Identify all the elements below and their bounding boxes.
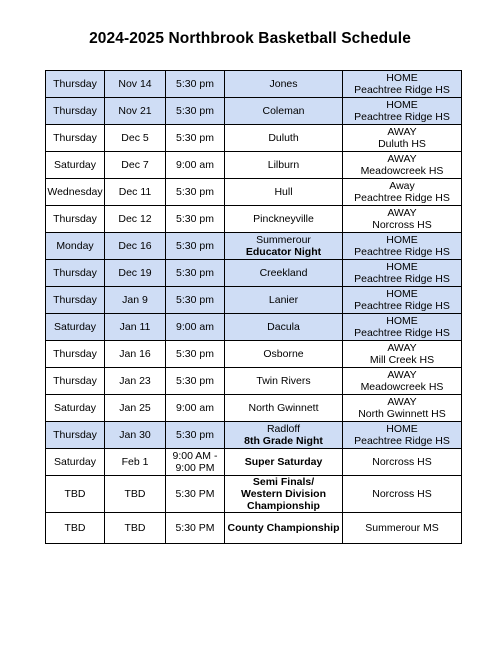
time-cell	[166, 233, 225, 260]
table-row	[46, 125, 462, 152]
site-cell	[343, 152, 462, 179]
table-row	[46, 422, 462, 449]
site-cell	[343, 314, 462, 341]
date-cell: Jan 16	[105, 341, 166, 368]
site-cell	[343, 476, 462, 513]
opponent-cell-line: Coleman	[262, 105, 305, 117]
time-cell-line: 9:00 am	[176, 321, 214, 333]
date-cell: Dec 11	[105, 179, 166, 206]
time-cell-line: 5:30 PM	[175, 488, 215, 500]
site-cell-line: Peachtree Ridge HS	[354, 192, 450, 204]
table-row	[46, 476, 462, 513]
opponent-cell-line: North Gwinnett	[248, 402, 319, 414]
opponent-cell-line: Jones	[269, 78, 298, 90]
date-cell: Dec 16	[105, 233, 166, 260]
time-cell	[166, 513, 225, 544]
opponent-cell-line: Twin Rivers	[256, 375, 311, 387]
opponent-cell-line: Western Division	[241, 488, 326, 500]
time-cell	[166, 206, 225, 233]
site-cell-line: HOME	[386, 261, 418, 273]
site-cell	[343, 125, 462, 152]
opponent-cell	[225, 449, 343, 476]
date-cell: Jan 9	[105, 287, 166, 314]
opponent-cell	[225, 476, 343, 513]
time-cell	[166, 314, 225, 341]
time-cell	[166, 395, 225, 422]
site-cell-line: Peachtree Ridge HS	[354, 246, 450, 258]
opponent-cell	[225, 395, 343, 422]
site-cell-line: Duluth HS	[378, 138, 426, 150]
time-cell	[166, 125, 225, 152]
time-cell-line: 5:30 pm	[176, 132, 214, 144]
table-row	[46, 314, 462, 341]
table-row	[46, 71, 462, 98]
date-cell: Jan 23	[105, 368, 166, 395]
day-cell: Wednesday	[46, 179, 105, 206]
site-cell-line: North Gwinnett HS	[358, 408, 446, 420]
time-cell-line: 5:30 pm	[176, 213, 214, 225]
day-cell: Thursday	[46, 125, 105, 152]
date-cell: Jan 25	[105, 395, 166, 422]
opponent-cell	[225, 179, 343, 206]
opponent-cell-line: Pinckneyville	[253, 213, 314, 225]
site-cell-line: Peachtree Ridge HS	[354, 273, 450, 285]
opponent-cell	[225, 152, 343, 179]
day-cell: Saturday	[46, 152, 105, 179]
day-cell: Saturday	[46, 449, 105, 476]
time-cell	[166, 341, 225, 368]
opponent-cell-line: Super Saturday	[244, 456, 323, 468]
table-row	[46, 179, 462, 206]
day-cell: TBD	[46, 513, 105, 544]
time-cell-line: 5:30 pm	[176, 78, 214, 90]
opponent-cell	[225, 422, 343, 449]
site-cell	[343, 341, 462, 368]
table-row	[46, 233, 462, 260]
opponent-cell	[225, 341, 343, 368]
date-cell: TBD	[105, 513, 166, 544]
site-cell-line: Norcross HS	[372, 219, 432, 231]
time-cell	[166, 260, 225, 287]
site-cell-line: HOME	[386, 72, 418, 84]
opponent-cell-line: Creekland	[259, 267, 308, 279]
day-cell: Monday	[46, 233, 105, 260]
site-cell-line: HOME	[386, 288, 418, 300]
date-cell: Dec 5	[105, 125, 166, 152]
day-cell: TBD	[46, 476, 105, 513]
day-cell: Thursday	[46, 341, 105, 368]
site-cell	[343, 449, 462, 476]
table-row	[46, 513, 462, 544]
date-cell: TBD	[105, 476, 166, 513]
opponent-cell-line: Semi Finals/	[252, 476, 315, 488]
time-cell-line: 5:30 pm	[176, 348, 214, 360]
time-cell-line: 9:00 am	[176, 402, 214, 414]
site-cell	[343, 513, 462, 544]
table-row	[46, 395, 462, 422]
site-cell-line: Norcross HS	[372, 488, 432, 500]
schedule-body	[46, 71, 462, 544]
site-cell-line: AWAY	[387, 396, 417, 408]
day-cell: Saturday	[46, 395, 105, 422]
time-cell-line: 5:30 PM	[175, 522, 215, 534]
time-cell	[166, 422, 225, 449]
table-row	[46, 368, 462, 395]
site-cell-line: Peachtree Ridge HS	[354, 435, 450, 447]
opponent-cell	[225, 368, 343, 395]
opponent-cell-line: Championship	[247, 500, 320, 512]
time-cell-line: 5:30 pm	[176, 375, 214, 387]
day-cell: Thursday	[46, 260, 105, 287]
site-cell-line: Peachtree Ridge HS	[354, 111, 450, 123]
opponent-cell-line: Lilburn	[267, 159, 300, 171]
site-cell	[343, 287, 462, 314]
site-cell-line: AWAY	[387, 153, 417, 165]
opponent-cell-line: Summerour	[256, 234, 311, 246]
table-row	[46, 341, 462, 368]
opponent-cell	[225, 233, 343, 260]
time-cell-line: 5:30 pm	[176, 267, 214, 279]
opponent-cell	[225, 125, 343, 152]
site-cell-line: Peachtree Ridge HS	[354, 84, 450, 96]
date-cell: Jan 11	[105, 314, 166, 341]
day-cell: Thursday	[46, 206, 105, 233]
site-cell-line: AWAY	[387, 342, 417, 354]
date-cell: Dec 12	[105, 206, 166, 233]
page-title: 2024-2025 Northbrook Basketball Schedule	[89, 30, 411, 47]
time-cell-line: 9:00 PM	[175, 462, 215, 474]
date-cell: Dec 19	[105, 260, 166, 287]
date-cell: Nov 21	[105, 98, 166, 125]
site-cell-line: HOME	[386, 234, 418, 246]
site-cell-line: HOME	[386, 423, 418, 435]
opponent-cell-line: Radloff	[266, 423, 301, 435]
time-cell-line: 9:00 AM -	[172, 450, 218, 462]
opponent-cell-line: Hull	[274, 186, 293, 198]
site-cell-line: Norcross HS	[372, 456, 432, 468]
table-row	[46, 98, 462, 125]
site-cell	[343, 260, 462, 287]
opponent-cell	[225, 287, 343, 314]
site-cell	[343, 71, 462, 98]
site-cell	[343, 395, 462, 422]
time-cell	[166, 152, 225, 179]
time-cell	[166, 71, 225, 98]
time-cell	[166, 98, 225, 125]
opponent-cell	[225, 98, 343, 125]
table-row	[46, 449, 462, 476]
opponent-cell-line: Duluth	[268, 132, 299, 144]
date-cell: Jan 30	[105, 422, 166, 449]
time-cell	[166, 476, 225, 513]
time-cell-line: 5:30 pm	[176, 429, 214, 441]
opponent-cell-line: 8th Grade Night	[244, 435, 323, 447]
site-cell-line: Peachtree Ridge HS	[354, 327, 450, 339]
table-row	[46, 206, 462, 233]
table-row	[46, 152, 462, 179]
site-cell	[343, 179, 462, 206]
day-cell: Thursday	[46, 98, 105, 125]
time-cell	[166, 179, 225, 206]
site-cell	[343, 233, 462, 260]
date-cell: Feb 1	[105, 449, 166, 476]
site-cell	[343, 98, 462, 125]
site-cell	[343, 206, 462, 233]
day-cell: Thursday	[46, 71, 105, 98]
time-cell-line: 5:30 pm	[176, 105, 214, 117]
day-cell: Thursday	[46, 368, 105, 395]
opponent-cell-line: County Championship	[227, 522, 340, 534]
time-cell	[166, 449, 225, 476]
time-cell-line: 5:30 pm	[176, 186, 214, 198]
site-cell-line: Meadowcreek HS	[360, 165, 444, 177]
site-cell-line: Meadowcreek HS	[360, 381, 444, 393]
opponent-cell-line: Osborne	[263, 348, 304, 360]
day-cell: Thursday	[46, 422, 105, 449]
time-cell-line: 9:00 am	[176, 159, 214, 171]
opponent-cell-line: Educator Night	[245, 246, 322, 258]
time-cell	[166, 368, 225, 395]
site-cell-line: Summerour MS	[365, 522, 439, 534]
table-row	[46, 287, 462, 314]
opponent-cell	[225, 206, 343, 233]
time-cell	[166, 287, 225, 314]
site-cell-line: AWAY	[387, 369, 417, 381]
time-cell-line: 5:30 pm	[176, 240, 214, 252]
site-cell-line: HOME	[386, 315, 418, 327]
opponent-cell-line: Dacula	[267, 321, 300, 333]
opponent-cell	[225, 513, 343, 544]
site-cell-line: Peachtree Ridge HS	[354, 300, 450, 312]
schedule-table	[45, 70, 462, 544]
site-cell-line: Mill Creek HS	[369, 354, 435, 366]
date-cell: Nov 14	[105, 71, 166, 98]
site-cell-line: HOME	[386, 99, 418, 111]
date-cell: Dec 7	[105, 152, 166, 179]
site-cell	[343, 422, 462, 449]
opponent-cell-line: Lanier	[268, 294, 299, 306]
site-cell-line: Away	[389, 180, 415, 192]
table-row	[46, 260, 462, 287]
opponent-cell	[225, 314, 343, 341]
day-cell: Thursday	[46, 287, 105, 314]
site-cell-line: AWAY	[387, 126, 417, 138]
opponent-cell	[225, 71, 343, 98]
opponent-cell	[225, 260, 343, 287]
site-cell	[343, 368, 462, 395]
site-cell-line: AWAY	[387, 207, 417, 219]
time-cell-line: 5:30 pm	[176, 294, 214, 306]
day-cell: Saturday	[46, 314, 105, 341]
